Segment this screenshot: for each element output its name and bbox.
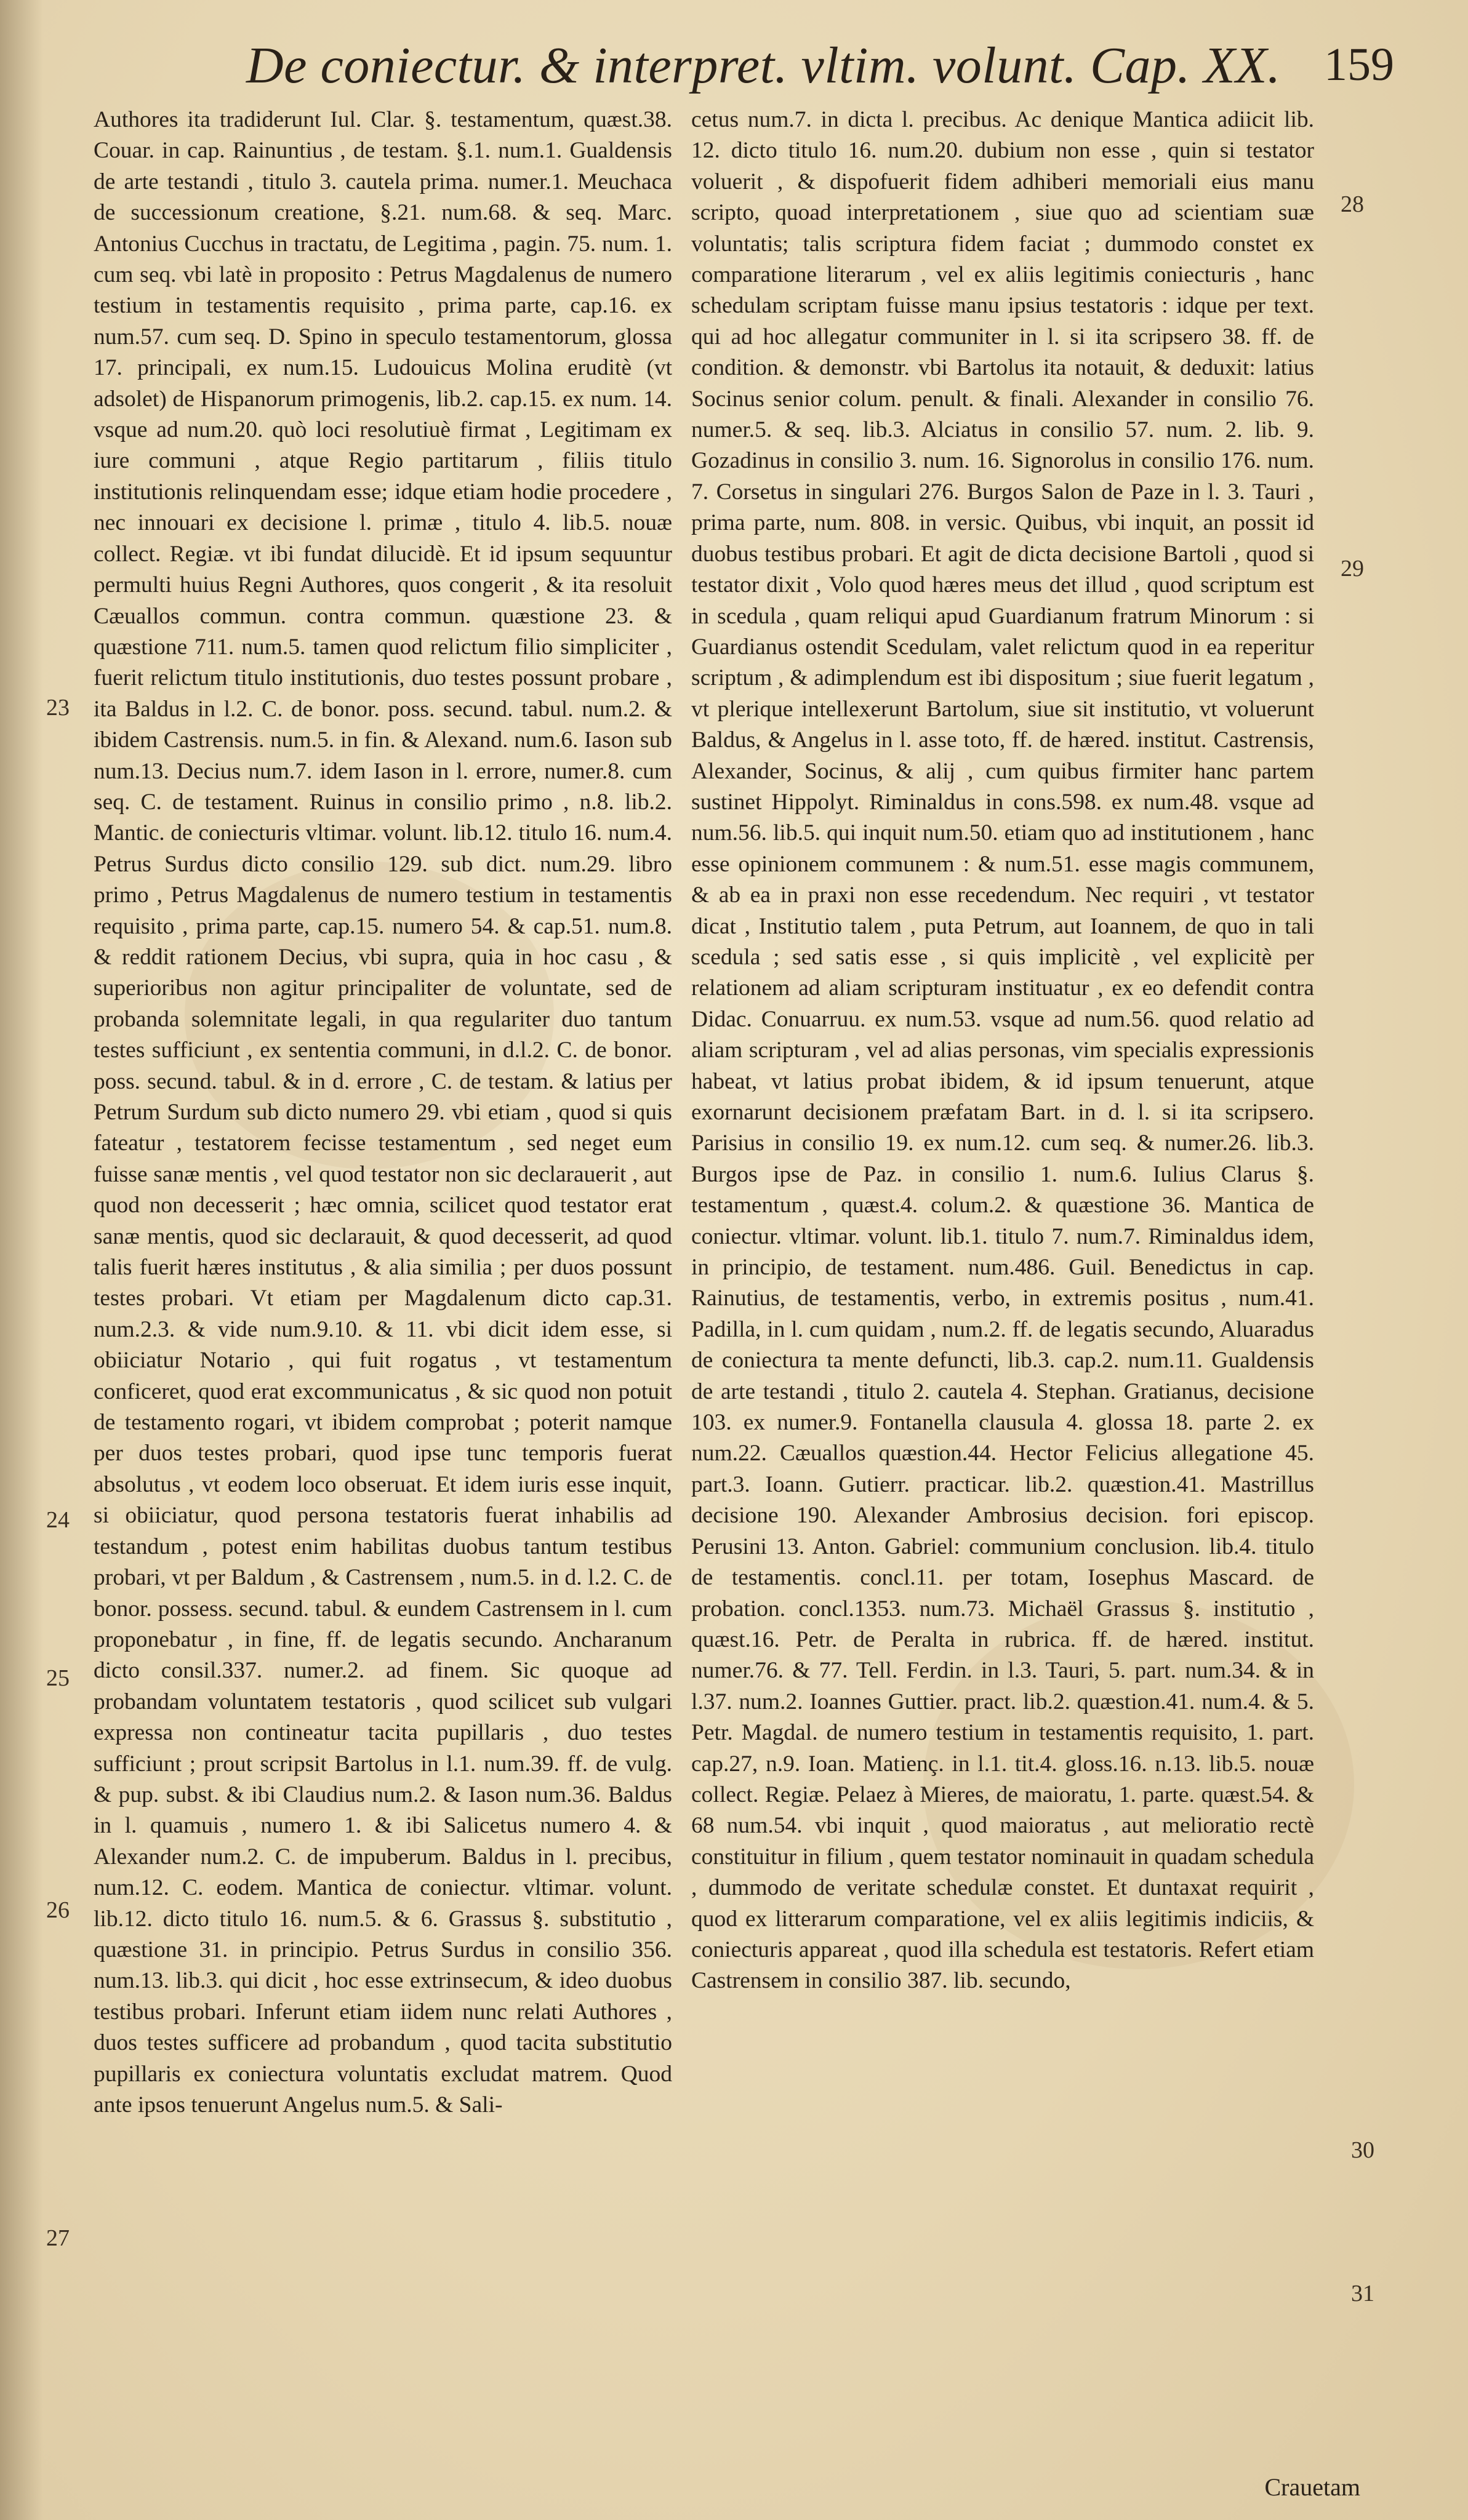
margin-number-23: 23 (46, 695, 70, 721)
running-title: De coniectur. & interpret. vltim. volunt. Cap. XX. (246, 37, 1281, 94)
margin-number-24: 24 (46, 1507, 70, 1533)
margin-number-30: 30 (1351, 2137, 1374, 2163)
margin-number-27: 27 (46, 2225, 70, 2251)
page-number: 159 (1324, 39, 1394, 90)
left-column-text: Authores ita tradiderunt Iul. Clar. §. testamentum, quæst.38. Couar. in cap. Rainuntius , de testam. §.1. num.1. Gualdensis de arte testandi , titulo 3. cautela prima. numer.1. Meuchaca de successionum creatione, §.21. num.68. & seq. Marc. Antonius Cucchus in tractatu, de Legitima , pagin. 75. num. 1. cum seq. vbi latè in proposito : Petrus Magdalenus de numero testium in testamentis requisito , prima parte, cap.16. ex num.57. cum seq. D. Spino in speculo testamentorum, glossa 17. principali, ex num.15. Ludouicus Molina eruditè (vt adsolet) de Hispanorum primogenis, lib.2. cap.15. ex num. 14. vsque ad num.20. quò loci resolutiuè firmat , Legitimam ex iure communi , atque Regio partitarum , filiis titulo institutionis relinquendam esse; idque etiam hodie procedere , nec innouari ex decisione l. primæ , titulo 4. lib.5. nouæ collect. Regiæ. vt ibi fundat dilucidè. Et id ipsum sequuntur permulti huius Regni Authores, quos congerit , & ita resoluit Cæuallos commun. contra commun. quæstione 23. & quæstione 711. num.5. tamen quod relictum filio simpliciter , fuerit relictum titulo institutionis, duo testes possunt probare , ita Baldus in l.2. C. de bonor. poss. secund. tabul. num.2. & ibidem Castrensis. num.5. in fin. & Alexand. num.6. Iason sub num.13. Decius num.7. idem Iason in l. errore, numer.8. cum seq. C. de testament. Ruinus in consilio primo , n.8. lib.2. Mantic. de coniecturis vltimar. volunt. lib.12. titulo 16. num.4. Petrus Surdus dicto consilio 129. sub dict. num.29. libro primo , Petrus Magdalenus de numero testium in testamentis requisito , prima parte, cap.15. numero 54. & cap.51. num.8. & reddit rationem Decius, vbi supra, quia in hoc casu , & superioribus non agitur principaliter de voluntate, sed de probanda solemnitate legali, in qua regulariter duo tantum testes sufficiunt , ex sententia communi, in d.l.2. C. de bonor. poss. secund. tabul. & in d. errore , C. de testam. & latius per Petrum Surdum sub dicto numero 29. vbi etiam , quod si quis fateatur , testatorem fecisse testamentum , sed neget eum fuisse sanæ mentis , vel quod testator non sic declarauerit , aut quod non decesserit ; hæc omnia, scilicet quod testator erat sanæ mentis, quod sic declarauit, & quod decesserit, ad quod talis fuerit hæres institutus , & alia similia ; per duos possunt testes probari. Vt etiam per Magdalenum dicto cap.31. num.2.3. & vide num.9.10. & 11. vbi dicit idem esse, si obiiciatur Notario , qui fuit rogatus , vt testamentum conficeret, quod erat excommunicatus , & sic quod non potuit de testamento rogari, vt ibidem comprobat ; poterit namque per duos testes probari, quod ipse tunc temporis fuerat absolutus , vt eodem loco obseruat. Et idem iuris esse inquit, si obiiciatur, quod persona testatoris fuerat inhabilis ad testandum , potest enim habilitas duobus tantum testibus probari, vt per Baldum , & Castrensem , num.5. in d. l.2. C. de bonor. possess. secund. tabul. & eundem Castrensem in l. cum proponebatur , in fine, ff. de legatis secundo. Ancharanum dicto consil.337. numer.2. ad finem. Sic quoque ad probandam voluntatem testatoris , quod scilicet sub vulgari expressa non contineatur tacita pupillaris , duo testes sufficiunt ; prout scripsit Bartolus in l.1. num.39. ff. de vulg. & pup. subst. & ibi Claudius num.2. & Iason num.36. Baldus in l. quamuis , numero 1. & ibi Salicetus numero 4. & Alexander num.2. C. de impuberum. Baldus in l. precibus, num.12. C. eodem. Mantica de coniectur. vltimar. volunt. lib.12. dicto titulo 16. num.5. & 6. Grassus §. substitutio , quæstione 31. in principio. Petrus Surdus in consilio 356. num.13. lib.3. qui dicit , hoc esse extrinsecum, & ideo duobus testibus probari. Inferunt etiam iidem nunc relati Authores , duos testes sufficere ad probandum , quod tacita substitutio pupillaris ex coniectura voluntatis excludat matrem. Quod ante ipsos tenuerunt Angelus num.5. & Sali- (94, 107, 672, 2118)
margin-number-31: 31 (1351, 2281, 1374, 2306)
page-header (0, 25, 1468, 92)
left-column (94, 105, 672, 2121)
margin-number-26: 26 (46, 1897, 70, 1923)
right-column (691, 105, 1314, 1997)
gutter-shadow (0, 0, 43, 2520)
margin-number-28: 28 (1341, 191, 1364, 217)
margin-number-29: 29 (1341, 556, 1364, 582)
margin-number-25: 25 (46, 1665, 70, 1691)
right-column-text: cetus num.7. in dicta l. precibus. Ac denique Mantica adiicit lib. 12. dicto titulo 16. num.20. dubium non esse , quin si testator voluerit , & dispofuerit fidem adhiberi memoriali eius manu scripto, quoad interpretationem , siue quo ad scientiam suæ voluntatis; talis scriptura fidem faciat ; dummodo constet ex comparatione literarum , vel ex aliis legitimis coniecturis , hanc schedulam scriptam fuisse manu ipsius testatoris : idque per text. qui ad hoc allegatur communiter in l. si ita scripsero 38. ff. de condition. & demonstr. vbi Bartolus ita notauit, & deduxit: latius Socinus senior colum. penult. & finali. Alexander in consilio 76. numer.5. & seq. lib.3. Alciatus in consilio 57. num. 2. lib. 9. Gozadinus in consilio 3. num. 16. Signorolus in consilio 176. num. 7. Corsetus in singulari 276. Burgos Salon de Paze in l. 3. Tauri , prima parte, num. 808. in versic. Quibus, vbi inquit, an possit id duobus testibus probari. Et agit de dicta decisione Bartoli , quod si testator dixit , Volo quod hæres meus det illud , quod scriptum est in scedula , quam reliqui apud Guardianum fratrum Minorum : si Guardianus ostendit Scedulam, valet relictum quod in ea reperitur scriptum , & adimplendum est ibi dispositum ; siue fuerit legatum , vt plerique intellexerunt Bartolum, siue sit institutio, vt voluerunt Baldus, & Angelus in l. asse toto, ff. de hæred. institut. Castrensis, Alexander, Socinus, & alij , cum quibus firmiter hanc partem sustinet Hippolyt. Riminaldus in cons.598. ex num.48. vsque ad num.56. lib.5. qui inquit num.50. etiam quo ad institutionem , hanc esse opinionem communem : & num.51. esse magis communem, & ab ea in praxi non esse recedendum. Nec requiri , vt testator dicat , Institutio talem , puta Petrum, aut Ioannem, de quo in tali scedula ; sed satis esse , si quis implicitè , vel explicitè per relationem ad aliam scripturam instituatur , ex eo defendit contra Didac. Conuarruu. ex num.53. vsque ad num.56. quod relatio ad aliam scripturam , vel ad alias personas, vim specialis expressionis habeat, vt latius probat ibidem, & id ipsum tenuerunt, atque exornarunt decisionem præfatam Bart. in d. l. si ita scripsero. Parisius in consilio 19. ex num.12. cum seq. & numer.26. lib.3. Burgos ipse de Paz. in consilio 1. num.6. Iulius Clarus §. testamentum , quæst.4. colum.2. & quæstione 36. Mantica de coniectur. vltimar. volunt. lib.1. titulo 7. num.7. Riminaldus idem, in principio, de testament. num.486. Guil. Benedictus in cap. Rainutius, de testamentis, verbo, in extremis positus , num.41. Padilla, in l. cum quidam , num.2. ff. de legatis secundo, Aluaradus de coniectura ta mente defuncti, lib.3. cap.2. num.11. Gualdensis de arte testandi , titulo 2. cautela 4. Stephan. Gratianus, decisione 103. ex numer.9. Fontanella clausula 4. glossa 18. parte 2. ex num.22. Cæuallos quæstion.44. Hector Felicius allegatione 45. part.3. Ioann. Gutierr. practicar. lib.2. quæstion.41. Mastrillus decisione 190. Alexander Ambrosius decision. fori episcop. Perusini 13. Anton. Gabriel: communium conclusion. lib.4. titulo de testamentis. concl.11. per totam, Iosephus Mascard. de probation. concl.1353. num.73. Michaël Grassus §. institutio , quæst.16. Petr. de Peralta in rubrica. ff. de hæred. institut. numer.76. & 77. Tell. Ferdin. in l.3. Tauri, 5. part. num.34. & in l.37. num.2. Ioannes Guttier. pract. lib.2. quæstion.41. num.4. & 5. Petr. Magdal. de numero testium in testamentis requisito, 1. part. cap.27, n.9. Ioan. Matienç. in l.1. tit.4. gloss.16. n.13. lib.5. nouæ collect. Regiæ. Pelaez à Mieres, de maioratu, 1. parte. quæst.54. & 68 num.54. vbi inquit , quod maioratus , aut melioratio rectè constituitur in filium , quem testator nominauit in quadam schedula , dummodo de veritate schedulæ constet. Et duntaxat requirit , quod ex litterarum comparatione, vel ex aliis legitimis indiciis, & coniecturis appareat , quod illa schedula est testatoris. Refert etiam Castrensem in consilio 387. lib. secundo, (691, 107, 1314, 1994)
catchword: Crauetam (1264, 2473, 1360, 2501)
